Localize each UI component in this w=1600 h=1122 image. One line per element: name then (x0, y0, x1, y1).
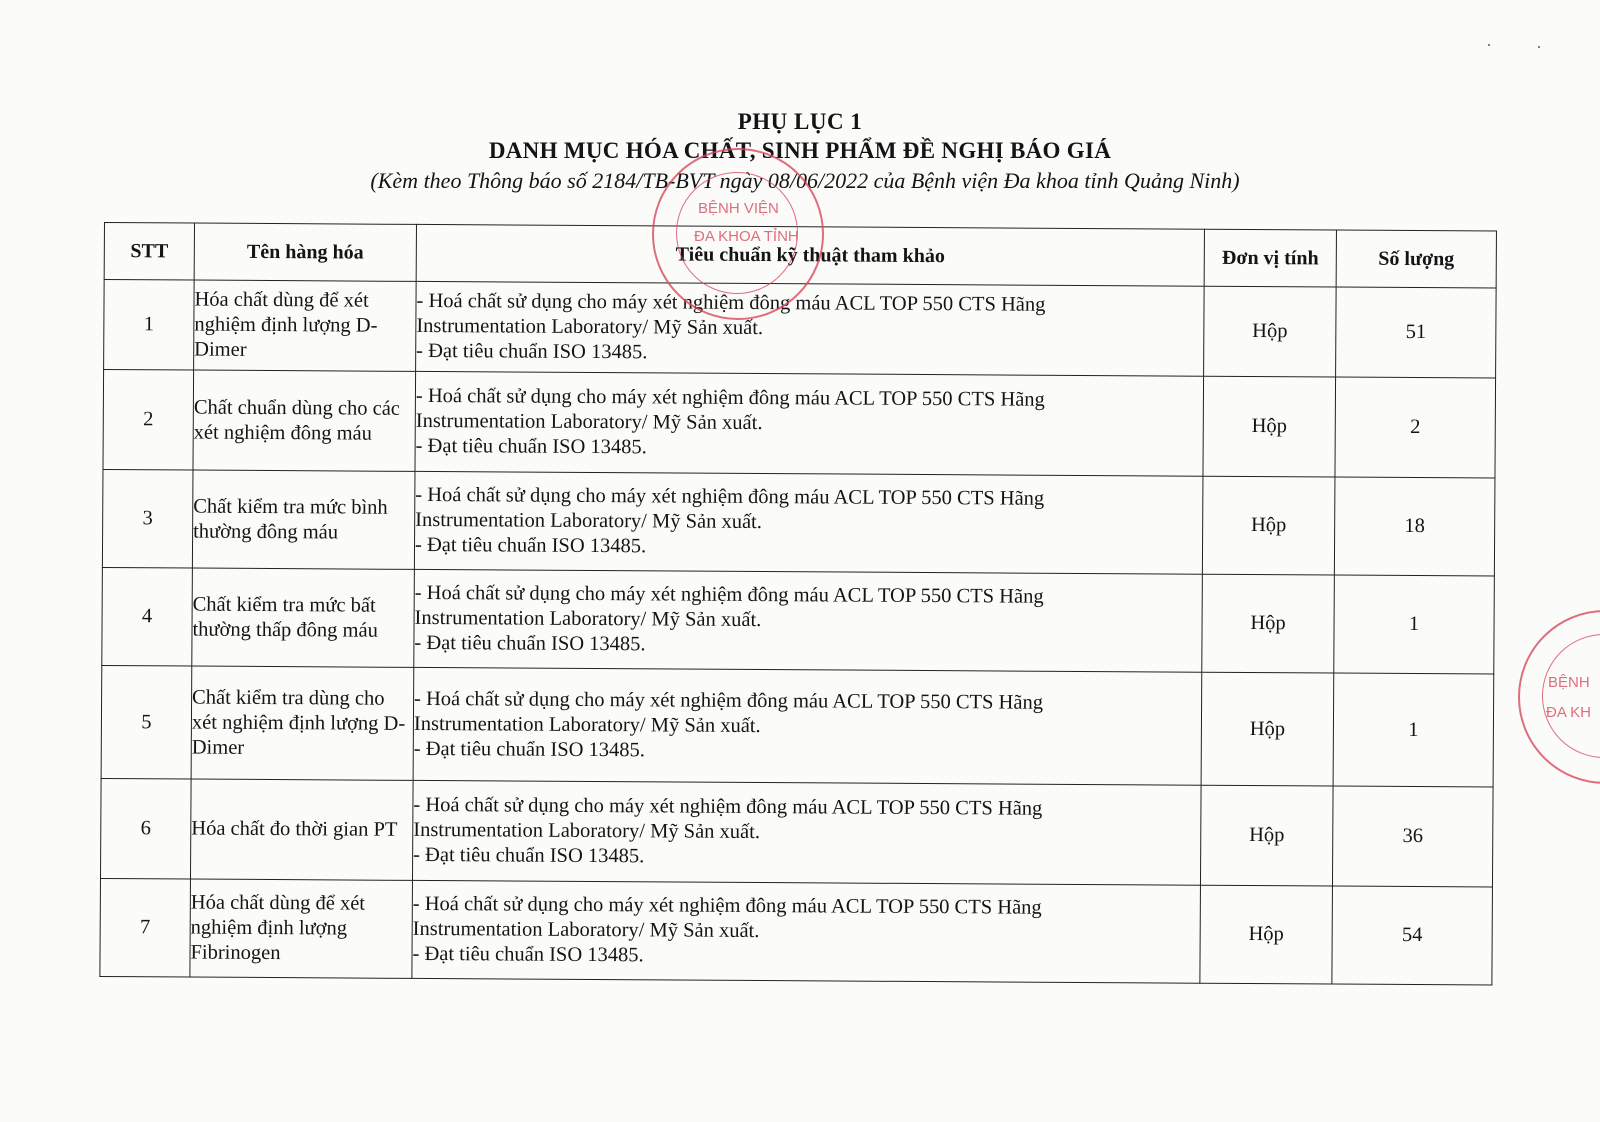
table-row (101, 665, 1494, 787)
spec-line: - Đạt tiêu chuẩn ISO 13485. (415, 434, 647, 459)
col-header-spec: Tiêu chuẩn kỹ thuật tham khảo (416, 224, 1204, 286)
spec-line: - Hoá chất sử dụng cho máy xét nghiệm đông máu ACL TOP 550 CTS Hãng (413, 793, 1043, 820)
spec-line: - Đạt tiêu chuẩn ISO 13485. (413, 737, 646, 761)
edge-stamp (1518, 610, 1600, 784)
item-name: Chất kiểm tra dùng cho xét nghiệm định lượng D-Dimer (191, 666, 414, 780)
row-number: 6 (100, 778, 191, 879)
item-quantity: 1 (1334, 575, 1495, 674)
item-unit: Hộp (1201, 672, 1334, 786)
item-spec (415, 371, 1204, 476)
item-quantity: 36 (1332, 786, 1493, 887)
item-quantity: 1 (1333, 673, 1494, 787)
row-number: 3 (102, 469, 193, 568)
document-header (0, 108, 1600, 196)
table-row (100, 778, 1493, 887)
col-header-name: Tên hàng hóa (194, 223, 416, 281)
item-name: Chất kiểm tra mức bất thường thấp đông máu (192, 568, 415, 667)
item-spec (416, 281, 1205, 376)
item-table (99, 222, 1497, 985)
item-unit: Hộp (1204, 286, 1337, 377)
item-spec (413, 667, 1202, 785)
spec-line: - Đạt tiêu chuẩn ISO 13485. (414, 631, 646, 656)
item-name: Hóa chất đo thời gian PT (190, 779, 413, 880)
spec-line: Instrumentation Laboratory/ Mỹ Sản xuất. (415, 409, 763, 435)
edge-stamp-text-2: ĐA KH (1546, 704, 1592, 721)
item-name: Hóa chất dùng để xét nghiệm định lượng Fibrinogen (190, 879, 413, 978)
item-spec (414, 569, 1203, 672)
spec-line: - Đạt tiêu chuẩn ISO 13485. (416, 339, 648, 364)
table-row (103, 370, 1496, 479)
table-row (104, 280, 1497, 379)
item-unit: Hộp (1202, 574, 1335, 673)
item-unit: Hộp (1200, 785, 1333, 886)
table-row (102, 469, 1495, 576)
spec-line: - Hoá chất sử dụng cho máy xét nghiệm đông máu ACL TOP 550 CTS Hãng (415, 384, 1045, 411)
stamp-text-1: BỆNH VIỆN (698, 200, 779, 217)
spec-line: - Đạt tiêu chuẩn ISO 13485. (413, 843, 645, 868)
item-name: Chất kiểm tra mức bình thường đông máu (192, 470, 415, 569)
spec-line: - Đạt tiêu chuẩn ISO 13485. (412, 942, 644, 967)
item-name: Chất chuẩn dùng cho các xét nghiệm đông máu (193, 370, 416, 471)
spec-line: - Hoá chất sử dụng cho máy xét nghiệm đông máu ACL TOP 550 CTS Hãng (414, 687, 1044, 714)
spec-line: Instrumentation Laboratory/ Mỹ Sản xuất. (412, 917, 760, 943)
col-header-qty: Số lượng (1336, 230, 1496, 288)
item-spec (414, 471, 1203, 574)
col-header-unit: Đơn vị tính (1204, 229, 1336, 287)
spec-line: Instrumentation Laboratory/ Mỹ Sản xuất. (413, 818, 761, 844)
spec-line: Instrumentation Laboratory/ Mỹ Sản xuất. (416, 314, 764, 340)
edge-stamp-text-1: BỆNH (1548, 674, 1590, 691)
scan-speck (1488, 44, 1490, 46)
item-unit: Hộp (1202, 476, 1335, 575)
scan-speck (1538, 46, 1540, 48)
spec-line: Instrumentation Laboratory/ Mỹ Sản xuất. (415, 508, 762, 534)
row-number: 4 (102, 567, 193, 666)
table-header-row (104, 223, 1496, 289)
spec-line: - Hoá chất sử dụng cho máy xét nghiệm đông máu ACL TOP 550 CTS Hãng (416, 289, 1046, 316)
list-title: DANH MỤC HÓA CHẤT, SINH PHẨM ĐỀ NGHỊ BÁO GIÁ (488, 138, 1112, 163)
row-number: 2 (103, 370, 194, 471)
edge-stamp-inner-ring (1542, 634, 1600, 758)
row-number: 1 (104, 280, 195, 371)
stamp-text-2: ĐA KHOA TỈNH (694, 228, 799, 245)
spec-line: - Hoá chất sử dụng cho máy xét nghiệm đông máu ACL TOP 550 CTS Hãng (412, 892, 1042, 919)
spec-line: Instrumentation Laboratory/ Mỹ Sản xuất. (413, 712, 761, 737)
item-unit: Hộp (1203, 376, 1336, 477)
spec-line: - Hoá chất sử dụng cho máy xét nghiệm đông máu ACL TOP 550 CTS Hãng (414, 581, 1044, 608)
spec-line: - Đạt tiêu chuẩn ISO 13485. (414, 533, 647, 558)
item-unit: Hộp (1200, 885, 1333, 984)
row-number: 5 (101, 665, 192, 779)
spec-line: - Hoá chất sử dụng cho máy xét nghiệm đông máu ACL TOP 550 CTS Hãng (415, 483, 1045, 510)
spec-line: Instrumentation Laboratory/ Mỹ Sản xuất. (414, 606, 762, 632)
item-quantity: 51 (1336, 287, 1497, 378)
table-row (102, 567, 1495, 674)
reference-note: (Kèm theo Thông báo số 2184/TB-BVT ngày 08/06/2022 của Bệnh viện Đa khoa tỉnh Quảng Ninh) (370, 168, 1240, 193)
item-spec (412, 780, 1201, 885)
item-name: Hóa chất dùng để xét nghiệm định lượng D-Dimer (194, 280, 417, 371)
item-quantity: 2 (1335, 377, 1496, 478)
col-header-stt: STT (104, 223, 194, 281)
table-row (100, 878, 1493, 985)
item-quantity: 18 (1334, 477, 1495, 576)
item-quantity: 54 (1332, 886, 1493, 985)
row-number: 7 (100, 878, 191, 977)
appendix-title: PHỤ LỤC 1 (737, 109, 863, 134)
item-spec (412, 880, 1201, 983)
